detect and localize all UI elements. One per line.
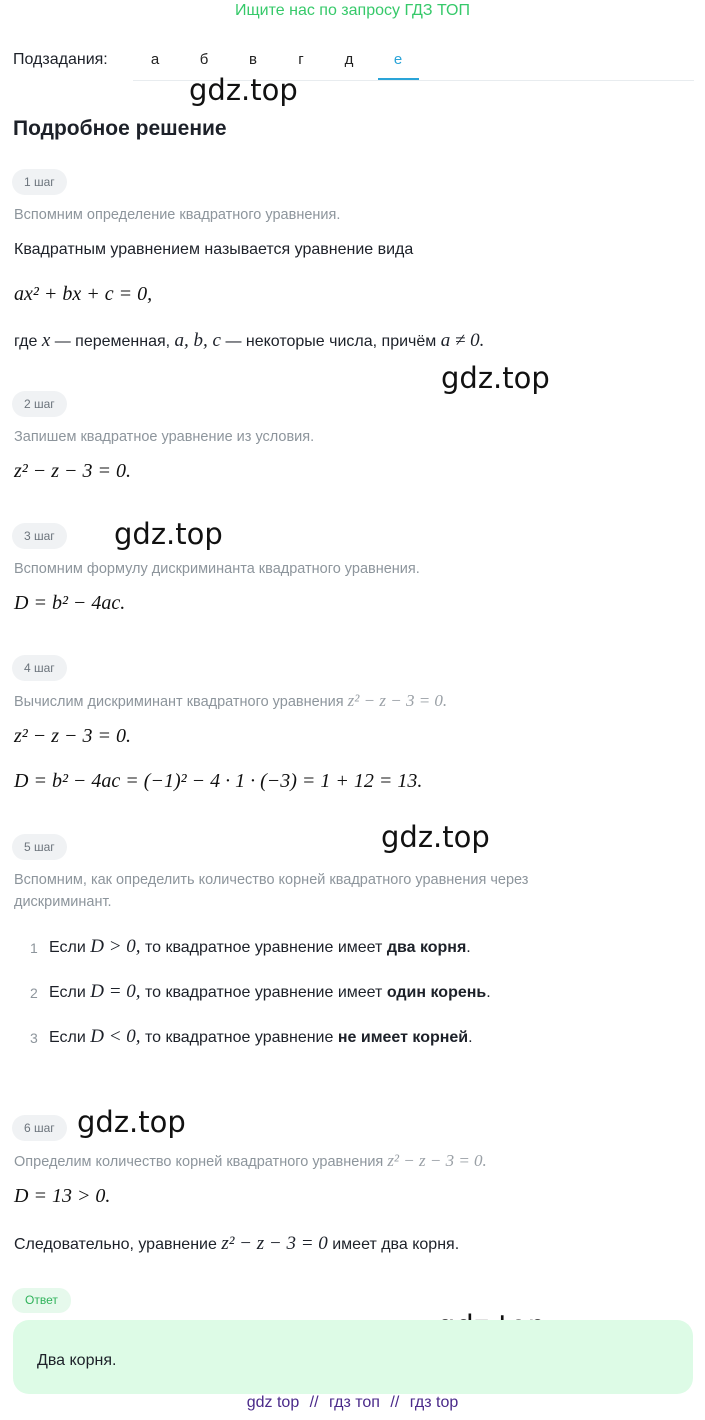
list-item: Если D = 0, то квадратное уравнение имеет один корень. <box>49 981 491 1002</box>
step-6-formula: D = 13 > 0. <box>14 1185 111 1207</box>
step-4-hint: Вычислим дискриминант квадратного уравнения z² − z − 3 = 0. <box>14 691 448 710</box>
step-6-hint: Определим количество корней квадратного уравнения z² − z − 3 = 0. <box>14 1151 487 1170</box>
list-item-number: 2 <box>30 985 38 1001</box>
step-4-formula-1: z² − z − 3 = 0. <box>14 725 132 747</box>
subtask-tab-g[interactable]: г <box>298 51 304 68</box>
subtask-tab-v[interactable]: в <box>249 51 257 68</box>
list-item-number: 1 <box>30 940 38 956</box>
step-1-formula: ax² + bx + c = 0, <box>14 283 153 305</box>
step-badge-5: 5 шаг <box>12 834 67 860</box>
step-1-definition: Квадратным уравнением называется уравнение вида <box>14 241 414 258</box>
subtask-tab-b[interactable]: б <box>199 51 209 68</box>
step-6-conclusion: Следовательно, уравнение z² − z − 3 = 0 имеет два корня. <box>14 1233 460 1254</box>
footer-links <box>0 1394 705 1412</box>
step-4-formula-2: D = b² − 4ac = (−1)² − 4 · 1 · (−3) = 1 + 12 = 13. <box>14 770 423 792</box>
step-3-hint: Вспомним формулу дискриминанта квадратного уравнения. <box>14 561 420 577</box>
active-tab-indicator <box>378 78 419 80</box>
answer-badge: Ответ <box>12 1288 71 1313</box>
step-3-formula: D = b² − 4ac. <box>14 592 126 614</box>
answer-text: Два корня. <box>37 1352 117 1369</box>
subtask-tab-e-active[interactable]: е <box>393 51 403 68</box>
section-title: Подробное решение <box>13 117 227 140</box>
watermark: gdz.top <box>189 73 298 107</box>
footer-separator: // <box>309 1394 319 1411</box>
footer-link[interactable]: gdz top <box>246 1394 300 1411</box>
step-2-hint: Запишем квадратное уравнение из условия. <box>14 429 315 445</box>
subtask-tab-d[interactable]: д <box>344 51 354 68</box>
watermark: gdz.top <box>114 517 223 551</box>
footer-separator: // <box>390 1394 400 1411</box>
subtasks-label: Подзадания: <box>13 51 108 68</box>
step-badge-2: 2 шаг <box>12 391 67 417</box>
subtask-tab-a[interactable]: а <box>150 51 160 68</box>
list-item: Если D > 0, то квадратное уравнение имеет два корня. <box>49 936 471 957</box>
list-item: Если D < 0, то квадратное уравнение не имеет корней. <box>49 1026 473 1047</box>
step-2-formula: z² − z − 3 = 0. <box>14 460 132 482</box>
watermark: gdz.top <box>381 820 490 854</box>
step-badge-4: 4 шаг <box>12 655 67 681</box>
step-5-hint: Вспомним, как определить количество корней квадратного уравнения через дискриминант. <box>14 872 529 910</box>
step-badge-6: 6 шаг <box>12 1115 67 1141</box>
promo-banner[interactable]: Ищите нас по запросу ГДЗ ТОП <box>235 2 470 19</box>
watermark: gdz.top <box>441 361 550 395</box>
step-badge-1: 1 шаг <box>12 169 67 195</box>
footer-link[interactable]: гдз топ <box>329 1394 380 1411</box>
watermark: gdz.top <box>77 1105 186 1139</box>
step-1-explanation: где x — переменная, a, b, c — некоторые числа, причём a ≠ 0. <box>14 330 485 351</box>
step-1-hint: Вспомним определение квадратного уравнения. <box>14 207 341 223</box>
footer-link[interactable]: гдз top <box>409 1394 459 1411</box>
list-item-number: 3 <box>30 1030 38 1046</box>
step-badge-3: 3 шаг <box>12 523 67 549</box>
